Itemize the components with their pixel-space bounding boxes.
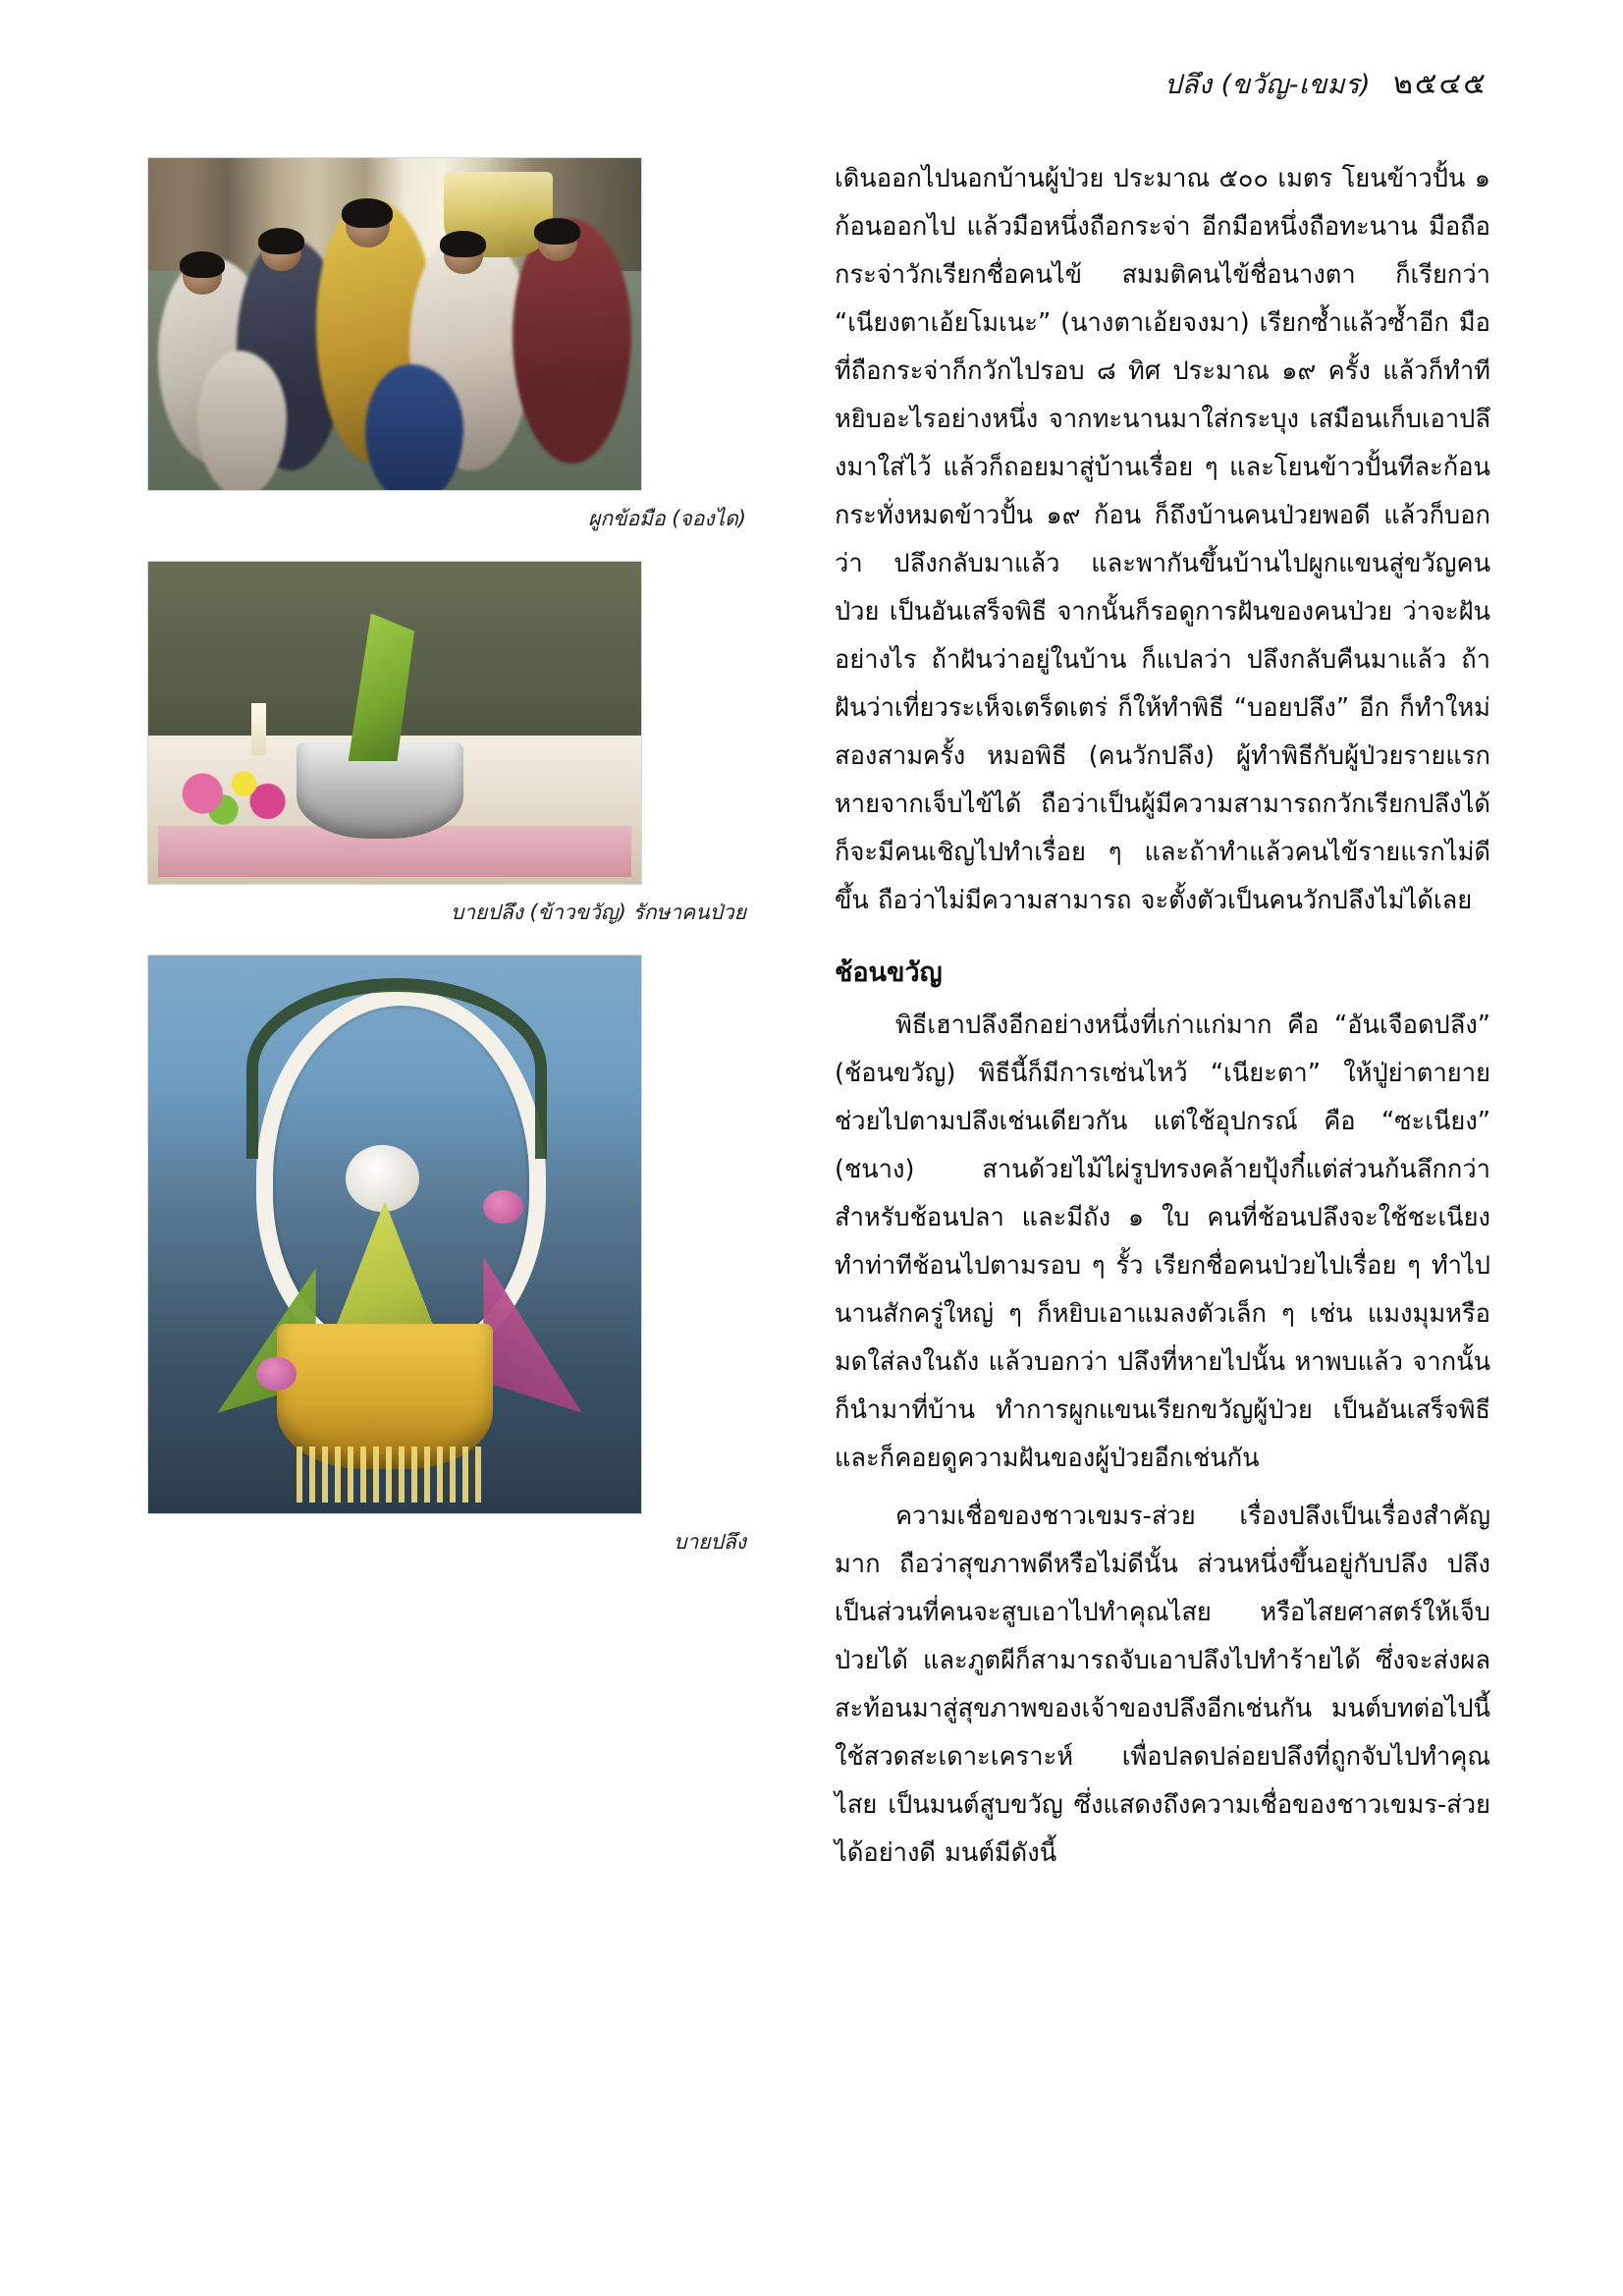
baisri-photo	[147, 561, 642, 885]
figure-2-caption: บายปลึง (ข้าวขวัญ) รักษาคนป่วย	[450, 901, 746, 924]
figure-1	[147, 157, 776, 535]
section-heading-chonkhwan: ช้อนขวัญ	[835, 957, 943, 988]
page-number: ๒๕๔๕	[1393, 67, 1488, 101]
figure-1-caption: ผูกข้อมือ (จองได)	[588, 507, 746, 530]
baipleung-photo	[147, 955, 642, 1514]
body-text-column	[835, 155, 1490, 1878]
figure-2	[147, 561, 776, 929]
paragraph-1: เดินออกไปนอกบ้านผู้ป่วย ประมาณ ๕๐๐ เมตร โยนข้าวปั้น ๑ ก้อนออกไป แล้วมือหนึ่งถือกระจ่า อีกมือหนึ่งถือทะนาน มือถือกระจ่าวักเรียกชื่อคนไข้ สมมติคนไข้ชื่อนางตา ก็เรียกว่า “เนียงตาเอ้ยโมเนะ” (นางตาเอ้ยจงมา) เรียกซ้ำแล้วซ้ำอีก มือที่ถือกระจ่าก็กวักไปรอบ ๘ ทิศ ประมาณ ๑๙ ครั้ง แล้วก็ทำทีหยิบอะไรอย่างหนึ่ง จากทะนานมาใส่กระบุง เสมือนเก็บเอาปลึงมาใส่ไว้ แล้วก็ถอยมาสู่บ้านเรื่อย ๆ และโยนข้าวปั้นทีละก้อน กระทั่งหมดข้าวปั้น ๑๙ ก้อน ก็ถึงบ้านคนป่วยพอดี แล้วก็บอกว่า ปลึงกลับมาแล้ว และพากันขึ้นบ้านไปผูกแขนสู่ขวัญคนป่วย เป็นอันเสร็จพิธี จากนั้นก็รอดูการฝันของคนป่วย ว่าจะฝันอย่างไร ถ้าฝันว่าอยู่ในบ้าน ก็แปลว่า ปลึงกลับคืนมาแล้ว ถ้าฝันว่าเที่ยวระเห็จเตร็ดเตร่ ก็ให้ทำพิธี “บอยปลึง” อีก ก็ทำใหม่สองสามครั้ง หมอพิธี (คนวักปลึง) ผู้ทำพิธีกับผู้ป่วยรายแรกหายจากเจ็บไข้ได้ ถือว่าเป็นผู้มีความสามารถกวักเรียกปลึงได้ ก็จะมีคนเชิญไปทำเรื่อย ๆ และถ้าทำแล้วคนไข้รายแรกไม่ดีขึ้น ถือว่าไม่มีความสามารถ จะตั้งตัวเป็นคนวักปลึงไม่ได้เลย	[835, 164, 1490, 915]
running-title: ปลึง (ขวัญ-เขมร)	[1164, 70, 1372, 100]
page-header	[1164, 61, 1488, 107]
paragraph-2: พิธีเฮาปลึงอีกอย่างหนึ่งที่เก่าแก่มาก คือ “อันเจือดปลึง” (ช้อนขวัญ) พิธีนี้ก็มีการเซ่นไหว้ “เนียะตา” ให้ปู่ย่าตายายช่วยไปตามปลึงเช่นเดียวกัน แต่ใช้อุปกรณ์ คือ “ซะเนียง” (ชนาง) สานด้วยไม้ไผ่รูปทรงคล้ายปุ้งกี๋แต่ส่วนก้นลึกกว่า สำหรับช้อนปลา และมีถัง ๑ ใบ คนที่ช้อนปลึงจะใช้ชะเนียงทำท่าทีช้อนไปตามรอบ ๆ รั้ว เรียกชื่อคนป่วยไปเรื่อย ๆ ทำไปนานสักครู่ใหญ่ ๆ ก็หยิบเอาแมลงตัวเล็ก ๆ เช่น แมงมุมหรือมดใส่ลงในถัง แล้วบอกว่า ปลึงที่หายไปนั้น หาพบแล้ว จากนั้นก็นำมาที่บ้าน ทำการผูกแขนเรียกขวัญผู้ป่วย เป็นอันเสร็จพิธี และก็คอยดูความฝันของผู้ป่วยอีกเช่นกัน	[835, 1011, 1490, 1473]
figure-column	[147, 157, 776, 1584]
paragraph-3: ความเชื่อของชาวเขมร-ส่วย เรื่องปลึงเป็นเรื่องสำคัญมาก ถือว่าสุขภาพดีหรือไม่ดีนั้น ส่วนหนึ่งขึ้นอยู่กับปลึง ปลึงเป็นส่วนที่คนจะสูบเอาไปทำคุณไสย หรือไสยศาสตร์ให้เจ็บป่วยได้ และภูตผีก็สามารถจับเอาปลึงไปทำร้ายได้ ซึ่งจะส่งผลสะท้อนมาสู่สุขภาพของเจ้าของปลึงอีกเช่นกัน มนต์บทต่อไปนี้ใช้สวดสะเดาะเคราะห์ เพื่อปลดปล่อยปลึงที่ถูกจับไปทำคุณไสย เป็นมนต์สูบขวัญ ซึ่งแสดงถึงความเชื่อของชาวเขมร-ส่วยได้อย่างดี มนต์มีดังนี้	[835, 1502, 1490, 1868]
figure-3	[147, 955, 776, 1558]
figure-3-caption: บายปลึง	[674, 1530, 746, 1554]
ceremony-photo	[147, 157, 642, 491]
